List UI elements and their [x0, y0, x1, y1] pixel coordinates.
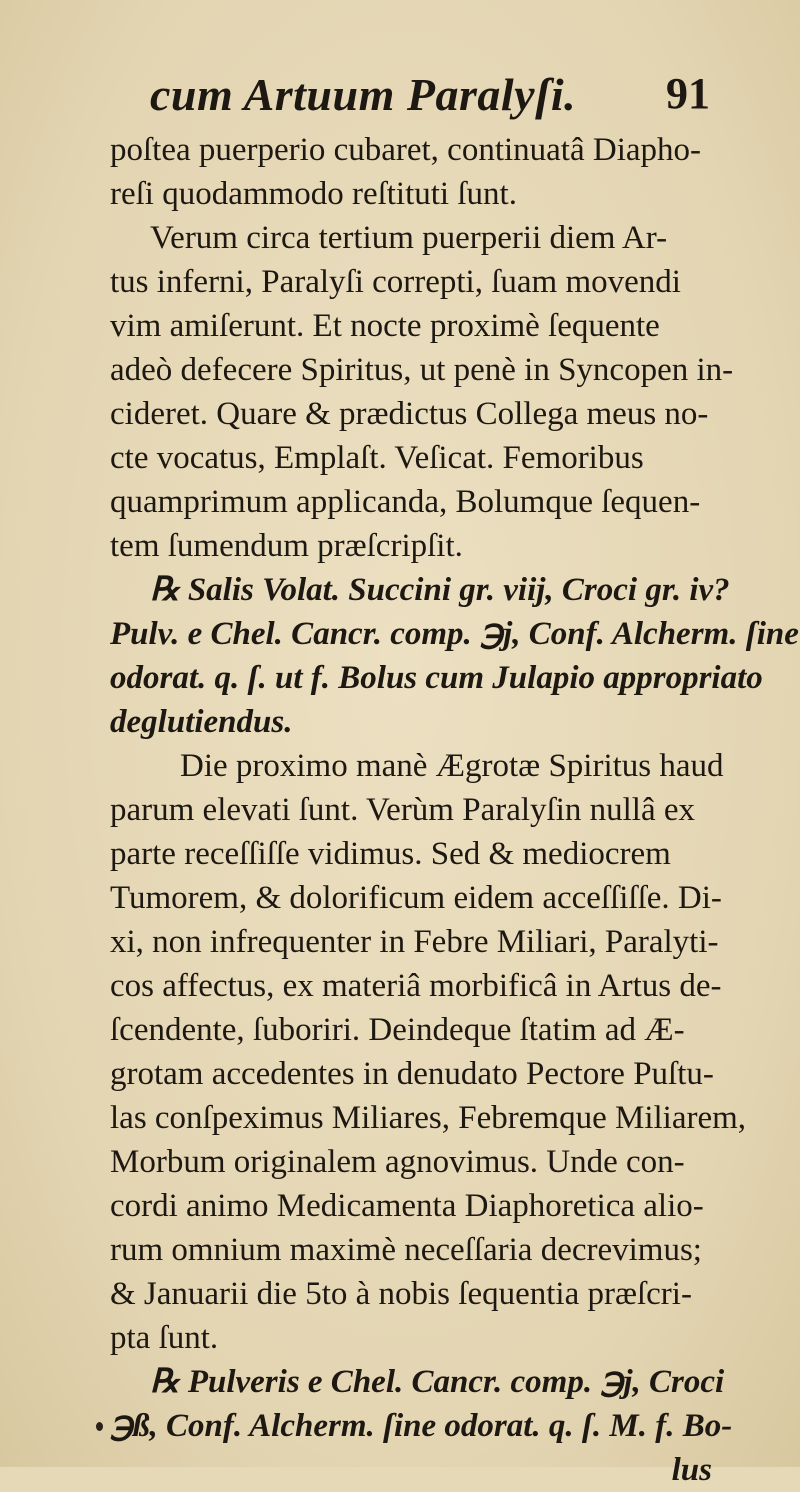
text-line: las conſpeximus Miliares, Febremque Miliarem,	[110, 1100, 747, 1136]
prescription-line-end: lus	[671, 1452, 712, 1488]
prescription-line: ℞ Salis Volat. Succini gr. viij, Croci gr. iv?	[150, 572, 730, 608]
text-line: quamprimum applicanda, Bolumque ſequen-	[110, 484, 701, 520]
prescription-line: Pulv. e Chel. Cancr. comp. ℈j, Conf. Alcherm. ſine	[110, 616, 799, 652]
page-number: 91	[666, 69, 710, 118]
text-line: Tumorem, & dolorificum eidem acceſſiſſe. Di-	[110, 880, 722, 916]
text-line: cos affectus, ex materiâ morbificâ in Artus de-	[110, 968, 722, 1004]
text-line: tem ſumendum præſcripſit.	[110, 528, 463, 564]
prescription-line: deglutiendus.	[110, 704, 293, 740]
page-header	[150, 68, 710, 128]
text-line: Morbum originalem agnovimus. Unde con-	[110, 1144, 685, 1180]
text-line: parte receſſiſſe vidimus. Sed & mediocrem	[110, 836, 671, 872]
text-line: vim amiſerunt. Et nocte proximè ſequente	[110, 308, 660, 344]
text-line: tus inferni, Paralyſi correpti, ſuam movendi	[110, 264, 681, 300]
text-line: Verum circa tertium puerperii diem Ar-	[150, 220, 668, 256]
text-line: parum elevati ſunt. Verùm Paralyſin nullâ ex	[110, 792, 695, 828]
text-line: xi, non infrequenter in Febre Miliari, Paralyti-	[110, 924, 719, 960]
text-line: grotam accedentes in denudato Pectore Puſtu-	[110, 1056, 714, 1092]
text-line: reſi quodammodo reſtituti ſunt.	[110, 176, 517, 212]
running-title: cum Artuum Paralyſi.	[150, 69, 577, 120]
text-line: ſcendente, ſuboriri. Deindeque ſtatim ad Æ-	[110, 1012, 685, 1048]
text-line: cideret. Quare & prædictus Collega meus no-	[110, 396, 709, 432]
text-line: pta ſunt.	[110, 1320, 219, 1356]
text-line: cordi animo Medicamenta Diaphoretica alio-	[110, 1188, 704, 1224]
text-line: poſtea puerperio cubaret, continuatâ Diapho-	[110, 132, 702, 168]
prescription-line: odorat. q. ſ. ut f. Bolus cum Julapio appropriato	[110, 660, 763, 696]
text-line: cte vocatus, Emplaſt. Veſicat. Femoribus	[110, 440, 644, 476]
text-line: Die proximo manè Ægrotæ Spiritus haud	[180, 748, 724, 784]
body-text	[110, 128, 799, 1492]
prescription-line: ℞ Pulveris e Chel. Cancr. comp. ℈j, Croci	[150, 1364, 725, 1400]
text-line: adeò defecere Spiritus, ut penè in Syncopen in-	[110, 352, 734, 388]
ink-dot	[96, 1422, 103, 1431]
text-line: & Januarii die 5to à nobis ſequentia præſcri-	[110, 1276, 692, 1312]
prescription-line: ℈ß, Conf. Alcherm. ſine odorat. q. ſ. M. f. Bo-	[110, 1408, 733, 1444]
text-line: rum omnium maximè neceſſaria decrevimus;	[110, 1232, 702, 1268]
